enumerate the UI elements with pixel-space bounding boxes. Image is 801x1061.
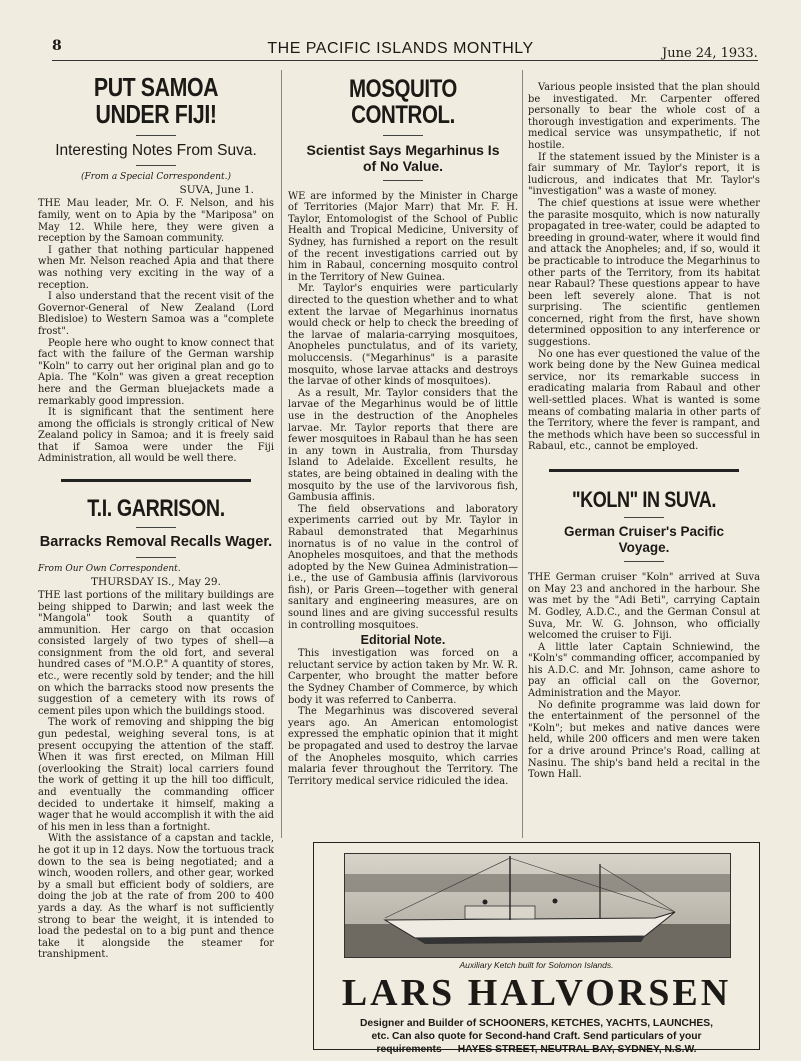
paragraph: No one has ever questioned the value of the work being done by the New Guinea medical service, nor its remarkable success in eradicating malaria from Rabaul and other well-settled places. What is wanted is some means of combating malaria in other parts of the Territory, where the fever is rampant, and the methods which have been so successful in Rabaul, etc., cannot be employed. — [528, 348, 760, 453]
editorial-note-title: Editorial Note. — [360, 633, 446, 648]
page-number: 8 — [52, 38, 62, 54]
paragraph: Various people insisted that the plan should be investigated. Mr. Carpenter offered personally to bear the whole cost of a thorough investigation and experiments. The medical service was unsympathetic, if not hostile. — [528, 82, 760, 151]
advertisement-text — [314, 1017, 759, 1056]
column-3 — [528, 82, 760, 781]
ad-line: Designer and Builder of SCHOONERS, KETCHES, YACHTS, LAUNCHES, — [359, 1018, 713, 1029]
paragraph: The chief questions at issue were whether the parasite mosquito, which is now naturally propagated in tree-water, could be adapted to breeding in ground-water, where it would find and attack the Anopheles; and, if so, would it be practicable to introduce the Megarhinus to other parts of the Territory, from its habitat near Rabaul? These questions appear to have been left severely alone. That is not surprising. The scientific gentlemen concerned, right from the first, have shown determined opposition to any interference or suggestions. — [528, 197, 760, 349]
mosquito-continued-body — [528, 82, 760, 453]
masthead: THE PACIFIC ISLANDS MONTHLY — [267, 40, 534, 57]
section-rule — [549, 469, 739, 472]
page-header — [0, 0, 801, 64]
ketch-photo — [344, 853, 731, 958]
ad-line: requirements — HAYES STREET, NEUTRAL BAY, SYDNEY, N.S.W. — [376, 1044, 697, 1055]
paragraph: I also understand that the recent visit of the Governor-General of New Zealand (Lord Bledisloe) to Western Samoa was a "complete frost". — [38, 291, 274, 337]
paragraph: It is significant that the sentiment here among the officials is strongly critical of New Zealand policy in Samoa; and it is freely said that if Samoa were under the Fiji Administration, all would be well there. — [38, 407, 274, 465]
divider — [624, 517, 664, 518]
paragraph: I gather that nothing particular happened when Mr. Nelson reached Apia and that there was nothing very exciting in the way of a reception. — [38, 244, 274, 291]
garrison-subhead: Barracks Removal Recalls Wager. — [39, 534, 273, 551]
paragraph: THE Mau leader, Mr. O. F. Nelson, and his family, went on to Apia by the "Mariposa" on May 12. While here, they were given a reception by the Samoan community. — [38, 198, 274, 245]
koln-subhead: German Cruiser's Pacific Voyage. — [563, 524, 725, 555]
paragraph: THE German cruiser "Koln" arrived at Suva on May 23 and anchored in the harbour. She was met by the "Adi Beti", carrying Captain M. Godley, A.D.C., and the German Consul at Suva, Mr. W. G. Johnson, who officially welcomed the cruiser to Fiji. — [528, 572, 760, 642]
paragraph: Mr. Taylor's enquiries were particularly directed to the question whether and to what extent the larvae of Megarhinus inornatus would check or help to check the breeding of the larvae of malaria-carrying mosquitoes, Anopheles punctulatus, and of its variety, moluccensis. ("Megarhinus" is a parasite mosquito, whose larvae attacks and destroys the larvae of other kinds of mosquitoes). — [288, 283, 518, 388]
garrison-dateline: THURSDAY IS., May 29. — [91, 575, 221, 588]
photo-caption: Auxiliary Ketch built for Solomon Islands. — [459, 960, 614, 970]
column-2 — [288, 70, 518, 787]
divider — [383, 135, 423, 136]
paragraph: People here who ought to know connect that fact with the failure of the German warship "Koln" to carry out her original plan and go to Apia. The "Koln" was given a great reception here and the German bluejackets made a remarkably good impression. — [38, 337, 274, 407]
paragraph: This investigation was forced on a reluctant service by action taken by Mr. W. R. Carpenter, who brought the matter before the Sydney Chamber of Commerce, by which body it was referred to Canberra. — [288, 648, 518, 706]
paragraph: THE last portions of the military buildings are being shipped to Darwin; and last week the "Mangola" took South a quantity of ammunition. Her cargo on that occasion consisted largely of two types of shell—a consignment from the old fort, and several hundred cases of "M.O.P." A quantity of stores, etc., were recently sold by tender; and the hill on which the barracks stood now presents the suggestion of a cemetery with its rows of cement piles upon which the buildings stood. — [38, 589, 274, 717]
paragraph: The work of removing and shipping the big gun pedestal, weighing several tons, is at present occupying the attention of the staff. When it was first erected, on Milman Hill (overlooking the Strait) local carriers found the work of getting it up the hill too difficult, and eventually the commanding officer decided to undertake it himself, making a wager that he would accomplish it with the aid of his men in less than a fortnight. — [38, 717, 274, 833]
paragraph: If the statement issued by the Minister is a fair summary of Mr. Taylor's report, it is ludicrous, and indicates that Mr. Taylor's "investigation" was a waste of money. — [528, 151, 760, 198]
divider — [136, 135, 176, 136]
paragraph: As a result, Mr. Taylor considers that the larvae of the Megarhinus would be of little use in the destruction of the Anopheles larvae. Mr. Taylor reports that there are fewer mosquitoes in Rabaul than he has seen in any town in Australia, from Thursday Island to Adelaide. Excellent results, he states, are being obtained in dealing with the mosquito by the use of the larvivorous fish, Gambusia affinis. — [288, 387, 518, 504]
column-divider — [522, 70, 523, 838]
divider — [136, 557, 176, 558]
samoa-dateline: SUVA, June 1. — [179, 184, 254, 197]
divider — [136, 165, 176, 166]
mosquito-body — [288, 191, 518, 632]
column-divider — [281, 70, 282, 838]
ad-line: etc. Can also quote for Second-hand Craft. Send particulars of your — [371, 1031, 702, 1042]
samoa-byline: (From a Special Correspondent.) — [80, 172, 232, 183]
garrison-byline: From Our Own Correspondent. — [38, 563, 181, 574]
garrison-headline: T.I. GARRISON. — [87, 495, 225, 523]
paragraph: The field observations and laboratory experiments carried out by Mr. Taylor in Rabaul demonstrated that Megarhinus inornatus is of no value in the control of Anopheles mosquitoes, and that the methods adopted by the New Guinea Administration—i.e., the use of Gambusia affinis (larvivorous fish), or Paris Green—together with general sanitary and engineering measures, are on sound lines and are giving successful results in controlling mosquitoes. — [288, 503, 518, 631]
samoa-body — [38, 198, 274, 465]
header-rule — [52, 60, 758, 61]
paragraph: The Megarhinus was discovered several years ago. An American entomologist expressed the emphatic opinion that it might be propagated and used to destroy the larvae of the Anopheles mosquito, which carries malaria fever throughout the Territory. The Territory medical service ridiculed the idea. — [288, 706, 518, 787]
paragraph: A little later Captain Schniewind, the "Koln's" commanding officer, accompanied by his A.D.C. and Mr. Johnson, came ashore to pay an official call on the Governor, Administration and the Mayor. — [528, 641, 760, 700]
section-rule — [61, 479, 251, 482]
mosquito-headline: MOSQUITO CONTROL. — [349, 75, 457, 130]
paragraph: WE are informed by the Minister in Charge of Territories (Major Marr) that Mr. F. H. Taylor, Entomologist of the School of Public Health and Tropical Medicine, University of Sydney, has furnished a report on the result of the recent investigations carried out by him in Rabaul, concerning mosquito control in the Territory of New Guinea. — [288, 190, 518, 283]
column-1 — [38, 70, 274, 961]
mosquito-subhead: Scientist Says Megarhinus Is of No Value. — [306, 141, 500, 174]
advertiser-name: LARS HALVORSEN — [341, 972, 732, 1014]
samoa-headline: PUT SAMOA UNDER FIJI! — [93, 72, 219, 130]
editorial-body — [288, 648, 518, 787]
divider — [624, 561, 664, 562]
paragraph: With the assistance of a capstan and tackle, he got it up in 12 days. Now the tortuous track down to the sea is being negotiated; and a winch, wooden rollers, and other gear, worked by a small but efficient body of soldiers, are doing the job at the rate of from 200 to 400 yards a day. As the wharf is not sufficiently strong to bear the weight, it is intended to load the pedestal on to a big punt and thence take it alongside the steamer for transhipment. — [38, 833, 274, 961]
issue-date: June 24, 1933. — [662, 46, 758, 61]
koln-body — [528, 572, 760, 781]
garrison-body — [38, 590, 274, 961]
divider — [136, 527, 176, 528]
paragraph: No definite programme was laid down for the entertainment of the personnel of the "Koln"; but mekes and native dances were held, while 200 officers and men were taken for a drive around Prince's Road, calling at Nasinu. The ship's band held a recital in the Town Hall. — [528, 699, 760, 781]
divider — [383, 180, 423, 181]
halvorsen-advertisement — [313, 842, 760, 1055]
koln-headline: "KOLN" IN SUVA. — [572, 487, 716, 512]
samoa-subhead: Interesting Notes From Suva. — [55, 141, 257, 159]
